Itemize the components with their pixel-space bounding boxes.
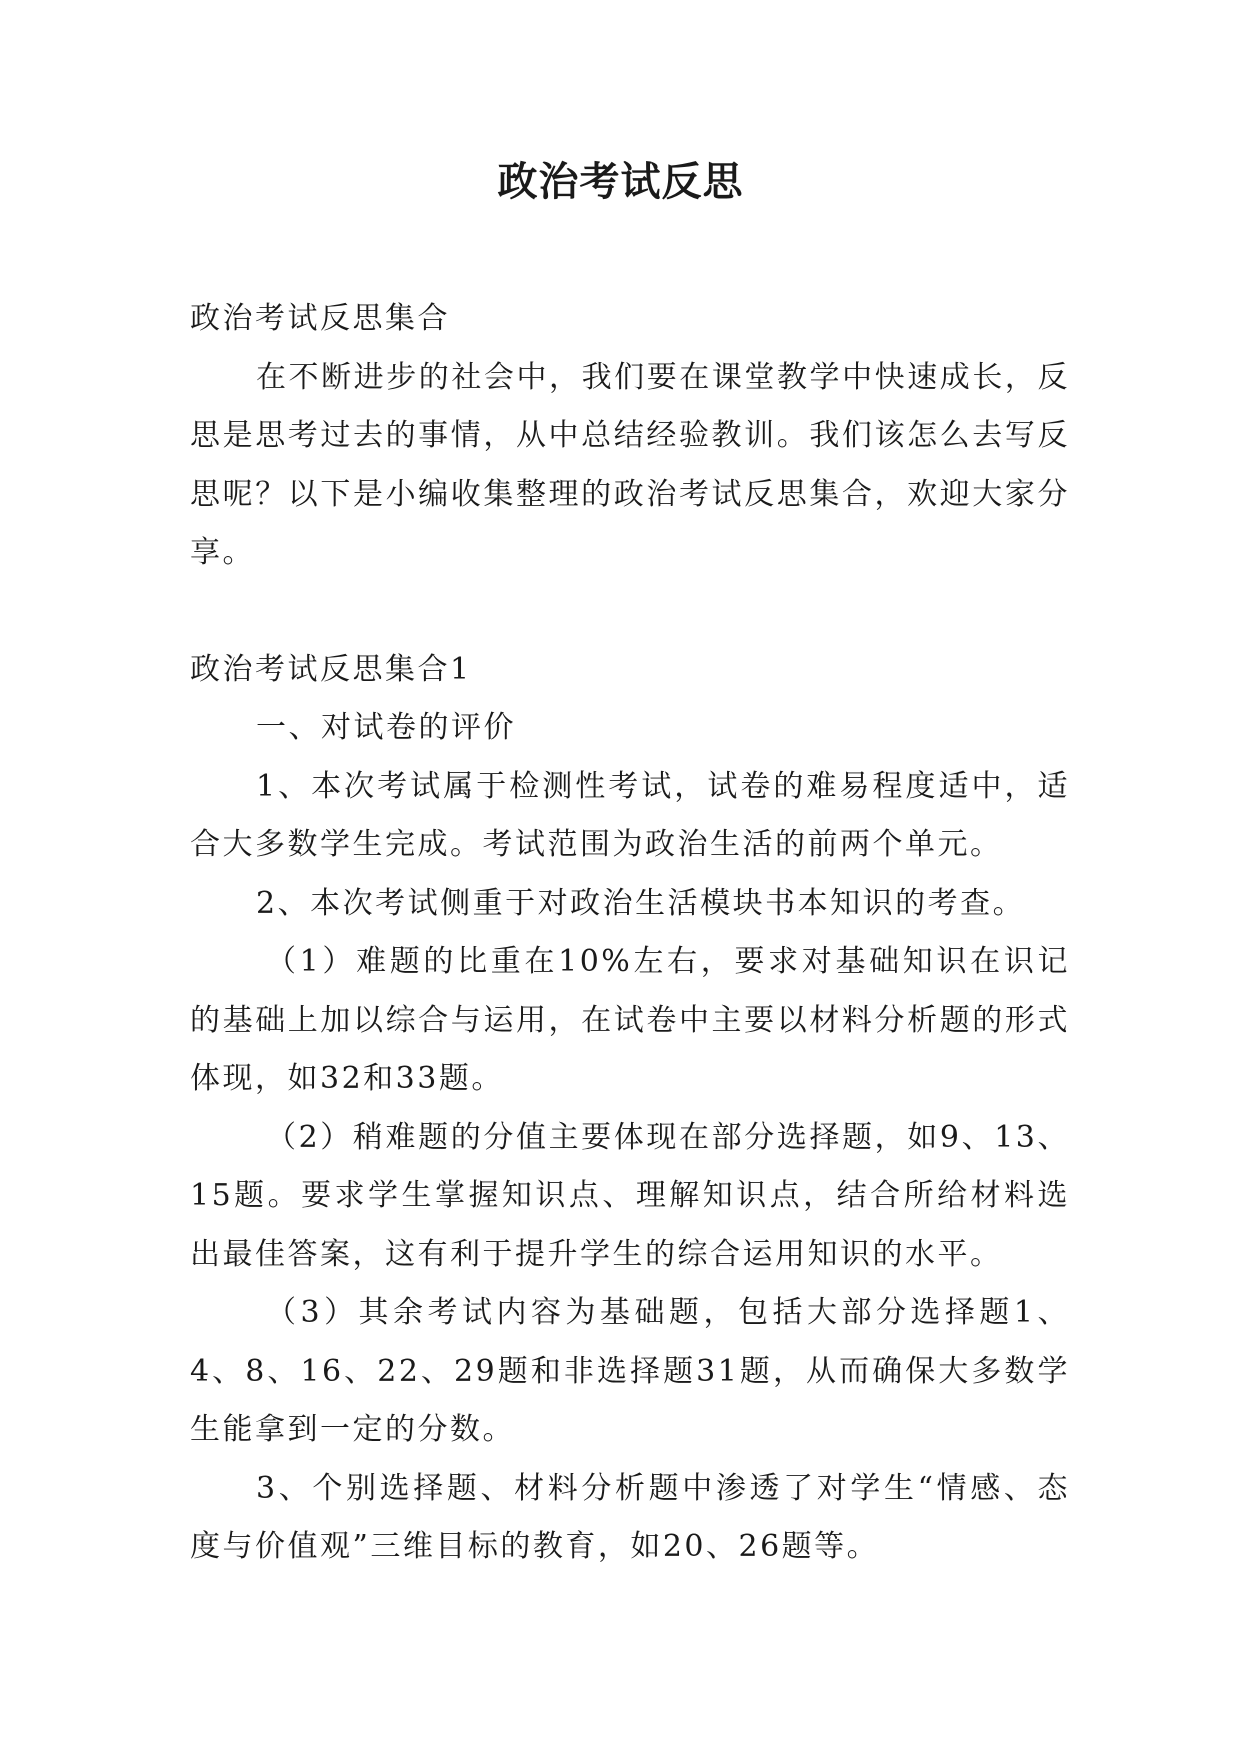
section-heading: 政治考试反思集合 bbox=[190, 301, 450, 336]
paragraph-item-1: 1、本次考试属于检测性考试，试卷的难易程度适中，适合大多数学生完成。考试范围为政治生活的前两个单元。 bbox=[190, 768, 1070, 862]
paragraph-item-2-3: （3）其余考试内容为基础题，包括大部分选择题1、4、8、16、22、29题和非选择题31题，从而确保大多数学生能拿到一定的分数。 bbox=[190, 1295, 1070, 1447]
intro-paragraph: 在不断进步的社会中，我们要在课堂教学中快速成长，反思是思考过去的事情，从中总结经验教训。我们该怎么去写反思呢？以下是小编收集整理的政治考试反思集合，欢迎大家分享。 bbox=[190, 359, 1070, 570]
paragraph-item-3: 3、个别选择题、材料分析题中渗透了对学生“情感、态度与价值观”三维目标的教育，如20、26题等。 bbox=[190, 1470, 1070, 1564]
document-title: 政治考试反思 bbox=[497, 158, 744, 205]
paragraph-item-2-1: （1）难题的比重在10%左右，要求对基础知识在识记的基础上加以综合与运用，在试卷中主要以材料分析题的形式体现，如32和33题。 bbox=[190, 944, 1070, 1096]
paragraph-item-2-2: （2）稍难题的分值主要体现在部分选择题，如9、13、15题。要求学生掌握知识点、理解知识点，结合所给材料选出最佳答案，这有利于提升学生的综合运用知识的水平。 bbox=[190, 1119, 1070, 1272]
document-body bbox=[190, 290, 1070, 1577]
spacer bbox=[190, 583, 1070, 641]
paragraph-item-2: 2、本次考试侧重于对政治生活模块书本知识的考查。 bbox=[256, 885, 1026, 921]
subheading-evaluation: 一、对试卷的评价 bbox=[256, 710, 516, 745]
section-heading-1: 政治考试反思集合1 bbox=[190, 651, 472, 687]
